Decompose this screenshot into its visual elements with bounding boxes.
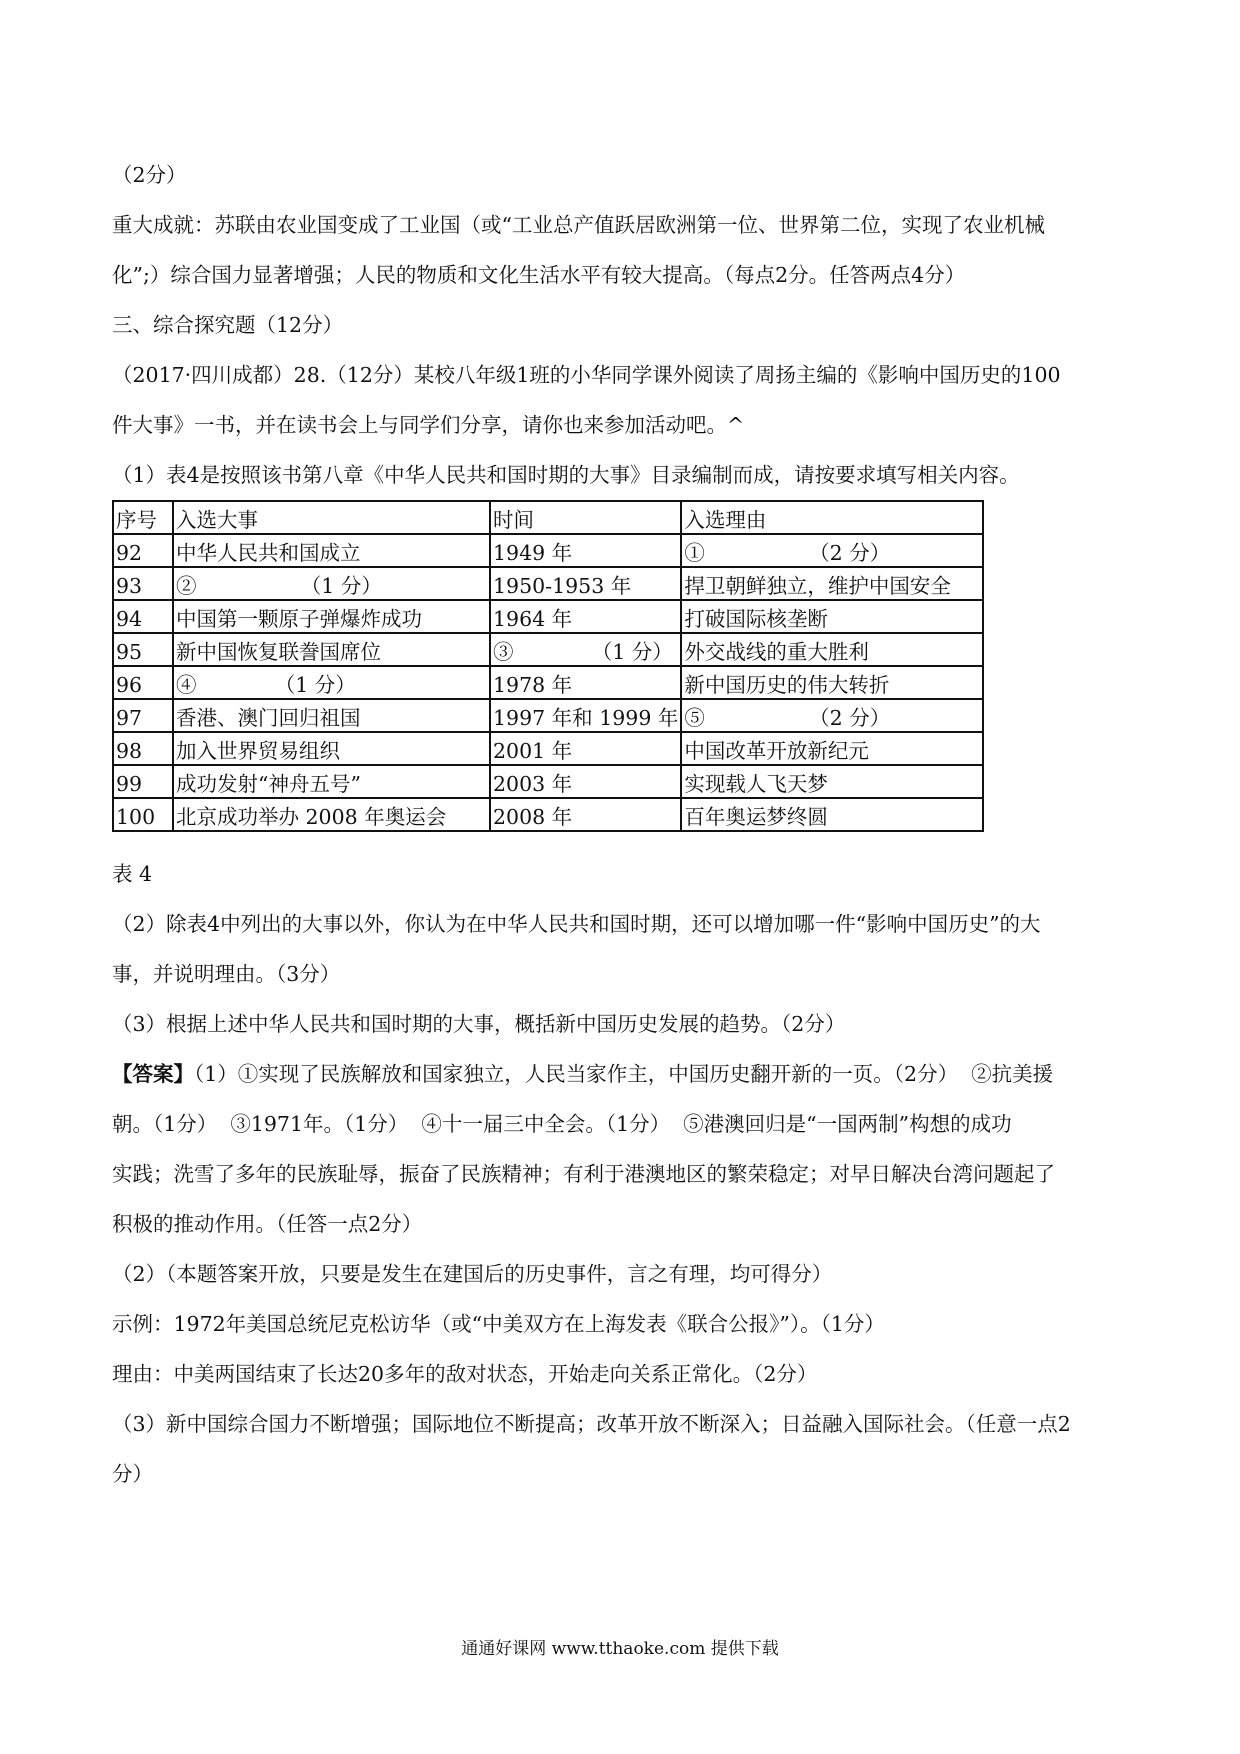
answer-line: 实践；洗雪了多年的民族耻辱，振奋了民族精神；有利于港澳地区的繁荣稳定；对早日解决台湾问题起了	[112, 1162, 1055, 1186]
table-cell: 打破国际核垄断	[681, 600, 983, 633]
table-caption: 表 4	[112, 862, 153, 886]
answer-line: 示例：1972年美国总统尼克松访华（或“中美双方在上海发表《联合公报》”）。（1分）	[112, 1312, 885, 1336]
table-cell: 1978 年	[490, 666, 681, 699]
table-cell: 北京成功举办 2008 年奥运会	[173, 798, 490, 831]
text-line: 重大成就：苏联由农业国变成了工业国（或“工业总产值跃居欧洲第一位、世界第二位，实现了农业机械	[112, 213, 1045, 237]
answer-line: 理由：中美两国结束了长达20多年的敌对状态，开始走向关系正常化。（2分）	[112, 1362, 818, 1386]
table-cell: 1997 年和 1999 年	[490, 699, 681, 732]
table-cell: 97	[113, 699, 173, 732]
table-cell: 香港、澳门回归祖国	[173, 699, 490, 732]
table-row	[113, 534, 983, 567]
table-row	[113, 798, 983, 831]
table-cell: 中华人民共和国成立	[173, 534, 490, 567]
table-cell: 外交战线的重大胜利	[681, 633, 983, 666]
question-line: （1）表4是按照该书第八章《中华人民共和国时期的大事》目录编制而成，请按要求填写相关内容。	[112, 463, 1020, 487]
table-cell: ⑤ （2 分）	[681, 699, 983, 732]
answer-text: （1）①实现了民族解放和国家独立，人民当家作主，中国历史翻开新的一页。（2分） ②抗美援	[194, 1062, 1054, 1086]
table-row	[113, 765, 983, 798]
score-note: （2分）	[112, 163, 187, 187]
section-heading: 三、综合探究题（12分）	[112, 313, 344, 337]
table-cell: 1950-1953 年	[490, 567, 681, 600]
question-line: （3）根据上述中华人民共和国时期的大事，概括新中国历史发展的趋势。（2分）	[112, 1012, 846, 1036]
answer-line: 分）	[112, 1462, 153, 1486]
answer-line	[112, 1049, 1132, 1099]
answer-line: （3）新中国综合国力不断增强；国际地位不断提高；改革开放不断深入；日益融入国际社会。（任意一点2	[112, 1412, 1071, 1436]
table-cell: 2008 年	[490, 798, 681, 831]
table-header-cell: 入选理由	[681, 501, 983, 534]
table-cell: 加入世界贸易组织	[173, 732, 490, 765]
table-header-row	[113, 501, 983, 534]
table-row	[113, 732, 983, 765]
table-cell: 95	[113, 633, 173, 666]
table-cell: 1964 年	[490, 600, 681, 633]
question-line: 事，并说明理由。（3分）	[112, 962, 341, 986]
answer-line: （2）（本题答案开放，只要是发生在建国后的历史事件，言之有理，均可得分）	[112, 1262, 833, 1286]
table-header-cell: 时间	[490, 501, 681, 534]
document-body-lower	[112, 855, 1132, 1499]
table-row	[113, 666, 983, 699]
table-cell: 99	[113, 765, 173, 798]
table-cell: 成功发射“神舟五号”	[173, 765, 490, 798]
table-cell: ④ （1 分）	[173, 666, 490, 699]
table-row	[113, 567, 983, 600]
question-line: （2017·四川成都）28.（12分）某校八年级1班的小华同学课外阅读了周扬主编的《影响中国历史的100	[112, 363, 1061, 387]
document-body	[112, 150, 1132, 500]
table-row	[113, 633, 983, 666]
table-cell: 中国第一颗原子弹爆炸成功	[173, 600, 490, 633]
table-cell: 1949 年	[490, 534, 681, 567]
events-table	[112, 500, 984, 832]
table-header-cell: 入选大事	[173, 501, 490, 534]
table-row	[113, 699, 983, 732]
table-cell: 新中国恢复联誊国席位	[173, 633, 490, 666]
table-cell: 实现载人飞天梦	[681, 765, 983, 798]
answer-line: 积极的推动作用。（任答一点2分）	[112, 1212, 423, 1236]
table-cell: 2001 年	[490, 732, 681, 765]
table-cell: 新中国历史的伟大转折	[681, 666, 983, 699]
table-header-cell: 序号	[113, 501, 173, 534]
table-cell: 94	[113, 600, 173, 633]
page-footer: 通通好课网 www.tthaoke.com 提供下载	[461, 1639, 779, 1659]
table-cell: 98	[113, 732, 173, 765]
table-cell: 96	[113, 666, 173, 699]
text-line: 化”;）综合国力显著增强；人民的物质和文化生活水平有较大提高。（每点2分。任答两点4分）	[112, 263, 966, 287]
table-cell: 2003 年	[490, 765, 681, 798]
question-line: （2）除表4中列出的大事以外，你认为在中华人民共和国时期，还可以增加哪一件“影响中国历史”的大	[112, 912, 1041, 936]
table-cell: 百年奥运梦终圆	[681, 798, 983, 831]
answer-line: 朝。（1分） ③1971年。（1分） ④十一届三中全会。（1分） ⑤港澳回归是“一国两制”构想的成功	[112, 1112, 1012, 1136]
table-cell: 捍卫朝鲜独立，维护中国安全	[681, 567, 983, 600]
table-cell: ① （2 分）	[681, 534, 983, 567]
question-line: 件大事》一书，并在读书会上与同学们分享，请你也来参加活动吧。^	[112, 413, 745, 437]
answer-label: 【答案】	[112, 1062, 194, 1086]
table-cell: ③ （1 分）	[490, 633, 681, 666]
table-cell: 中国改革开放新纪元	[681, 732, 983, 765]
table-cell: 92	[113, 534, 173, 567]
table-cell: ② （1 分）	[173, 567, 490, 600]
table-cell: 93	[113, 567, 173, 600]
table-cell: 100	[113, 798, 173, 831]
table-row	[113, 600, 983, 633]
